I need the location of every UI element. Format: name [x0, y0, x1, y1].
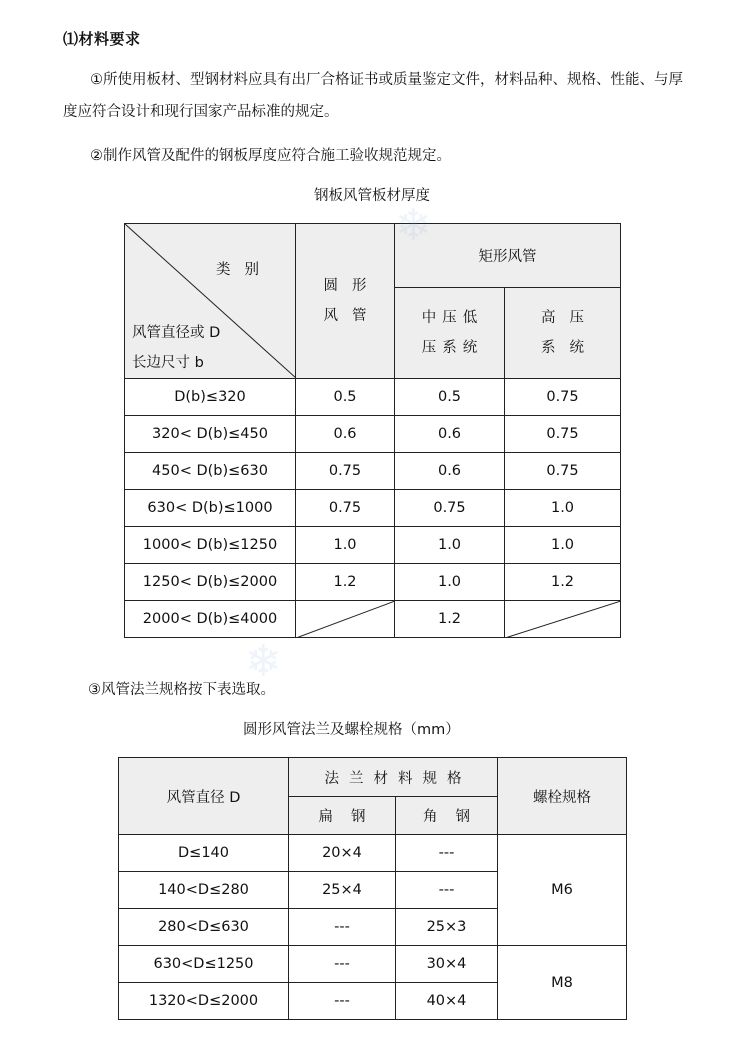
paragraph-material-certificate: ①所使用板材、型钢材料应具有出厂合格证书或质量鉴定文件，材料品种、规格、性能、与厚度应符合设计和现行国家产品标准的规定。	[63, 72, 683, 120]
table2-caption: 圆形风管法兰及螺栓规格（mm）	[243, 722, 460, 738]
mid-low-pressure-header: 中压低 压系统	[395, 288, 505, 379]
flange-material-header: 法兰材料规格	[289, 758, 498, 797]
section-heading: ⑴材料要求	[63, 30, 141, 48]
diagonal-header-cell	[125, 224, 296, 379]
flange-bolt-table	[118, 757, 627, 1020]
paragraph-flange-spec: ③风管法兰规格按下表选取。	[88, 682, 275, 698]
table-row: 450< D(b)≤630 0.75 0.6 0.75	[125, 453, 621, 490]
paragraph-steel-thickness: ②制作风管及配件的钢板厚度应符合施工验收规范规定。	[90, 148, 451, 164]
table-row: 320< D(b)≤450 0.6 0.6 0.75	[125, 416, 621, 453]
table-row: 1320<D≤2000 --- 40×4	[119, 983, 627, 1020]
table-row: 140<D≤280 25×4 ---	[119, 872, 627, 909]
snowflake-watermark-icon: ❄	[395, 200, 432, 251]
table-row: 280<D≤630 --- 25×3	[119, 909, 627, 946]
bolt-m6-cell: M6	[498, 835, 627, 946]
bolt-m8-cell: M8	[498, 946, 627, 1020]
flat-steel-header: 扁钢	[289, 797, 396, 835]
table1-caption: 钢板风管板材厚度	[314, 188, 430, 204]
duct-diameter-label: 风管直径或 D	[132, 325, 221, 341]
duct-diameter-header: 风管直径 D	[119, 758, 289, 835]
steel-thickness-table	[124, 223, 621, 638]
empty-slash-cell	[296, 601, 395, 638]
angle-steel-header: 角钢	[396, 797, 498, 835]
table-row: 2000< D(b)≤4000 1.2	[125, 601, 621, 638]
high-pressure-header: 高压 系统	[505, 288, 621, 379]
slash-line-icon	[296, 601, 395, 638]
empty-slash-cell	[505, 601, 621, 638]
table-row: 630< D(b)≤1000 0.75 0.75 1.0	[125, 490, 621, 527]
round-duct-header: 圆形 风管	[296, 224, 395, 379]
long-side-label: 长边尺寸 b	[132, 355, 204, 371]
table-row: D≤140 20×4 --- M6	[119, 835, 627, 872]
table-row: D(b)≤320 0.5 0.5 0.75	[125, 379, 621, 416]
snowflake-watermark-icon: ❄	[245, 636, 282, 687]
category-label: 类别	[216, 262, 273, 278]
table-row: 1250< D(b)≤2000 1.2 1.0 1.2	[125, 564, 621, 601]
bolt-spec-header: 螺栓规格	[498, 758, 627, 835]
table-row: 630<D≤1250 --- 30×4 M8	[119, 946, 627, 983]
rect-duct-header: 矩形风管	[395, 224, 621, 288]
slash-line-icon	[505, 601, 621, 638]
table-row: 1000< D(b)≤1250 1.0 1.0 1.0	[125, 527, 621, 564]
